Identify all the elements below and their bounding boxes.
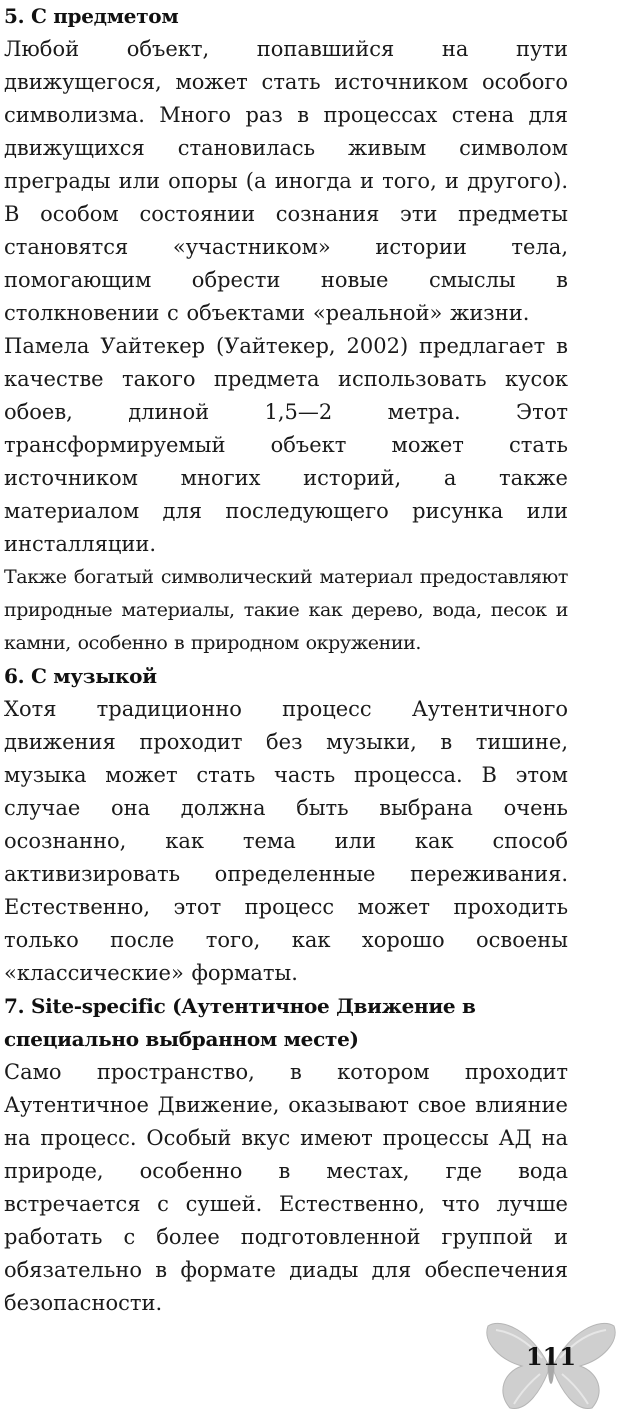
section-5-paragraph-1: Любой объект, попавшийся на пути движущегося, может стать источником особого символизма. Много раз в процессах стена для движущихся становилась живым символом преграды или опоры (а иногда и того, и другого). В особом состоянии сознания эти предметы становятся «участником» истории тела, помогающим обрести новые смыслы в столкновении с объектами «реальной» жизни. bbox=[4, 37, 568, 325]
section-6-paragraph-1: Хотя традиционно процесс Аутентичного движения проходит без музыки, в тишине, музыка может стать часть процесса. В этом случае она должна быть выбрана очень осознанно, как тема или как способ активизировать определенные переживания. Естественно, этот процесс может проходить только после того, как хорошо освоены «классические» форматы. bbox=[4, 697, 568, 985]
section-7-heading: 7. Site-specific (Аутентичное Движение в специально выбранном месте) bbox=[4, 994, 476, 1051]
page-content bbox=[4, 0, 568, 1320]
page-number: 111 bbox=[525, 1342, 577, 1371]
section-6-heading: 6. С музыкой bbox=[4, 664, 157, 688]
section-7-paragraph-1: Само пространство, в котором проходит Аутентичное Движение, оказывают свое влияние на процесс. Особый вкус имеют процессы АД на природе, особенно в местах, где вода встречается с сушей. Естественно, что лучше работать с более подготовленной группой и обязательно в формате диады для обеспечения безопасности. bbox=[4, 1060, 568, 1315]
section-5-paragraph-2: Памела Уайтекер (Уайтекер, 2002) предлагает в качестве такого предмета использовать кусок обоев, длиной 1,5—2 метра. Этот трансформируемый объект может стать источником многих историй, а также материалом для последующего рисунка или инсталляции. bbox=[4, 334, 568, 556]
section-5-paragraph-3: Также богатый символический материал предоставляют природные материалы, такие как дерево, вода, песок и камни, особенно в природном окружении. bbox=[4, 566, 568, 654]
page-footer bbox=[482, 1312, 620, 1418]
section-5-heading: 5. С предметом bbox=[4, 4, 179, 28]
